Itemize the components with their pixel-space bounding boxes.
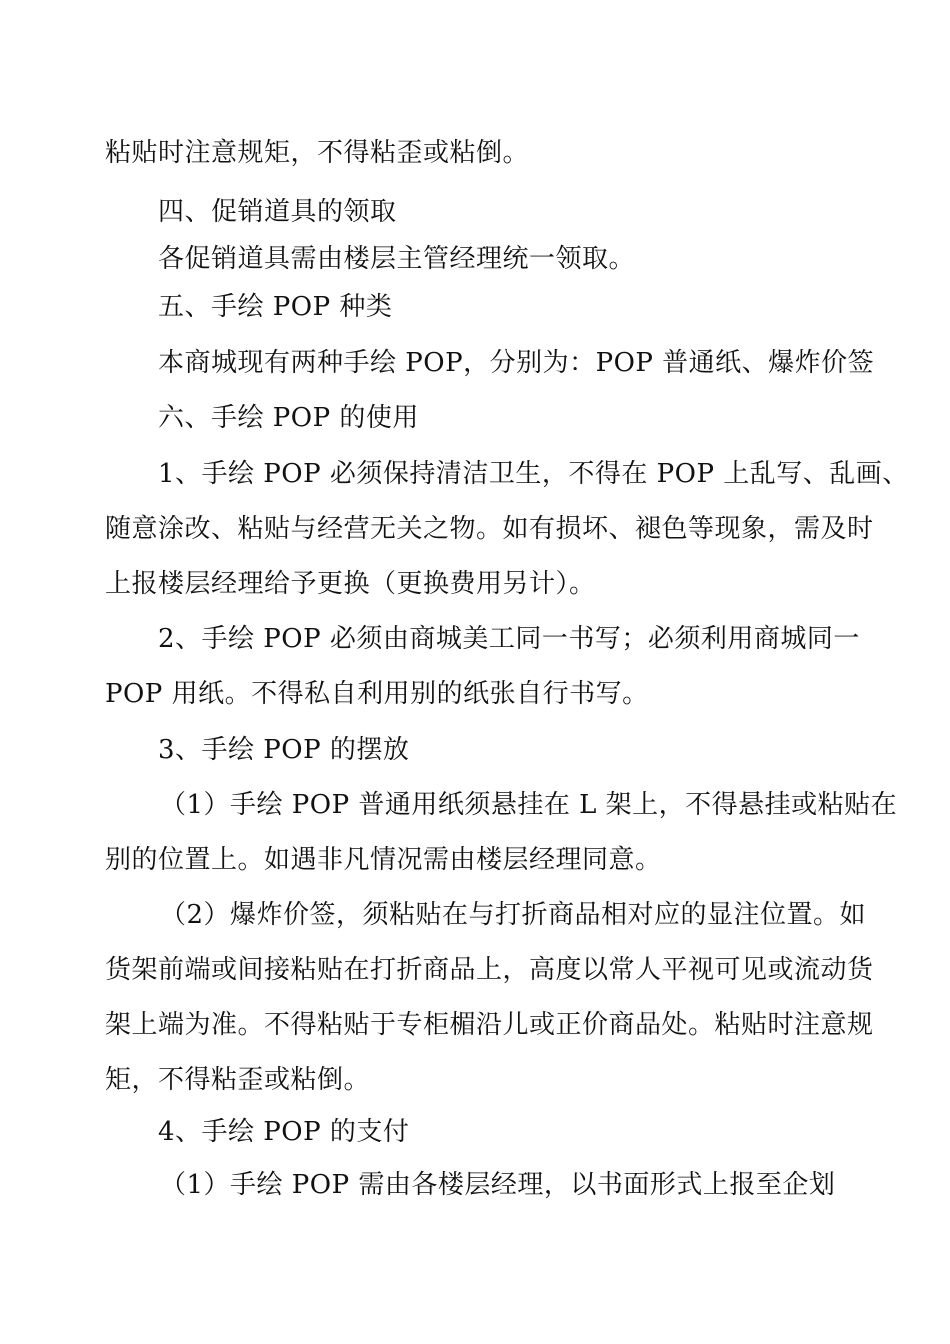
subsection-heading-3: 3、手绘 POP 的摆放: [158, 735, 410, 765]
paragraph-line: （2）爆炸价签，须粘贴在与打折商品相对应的显注位置。如: [160, 900, 867, 930]
paragraph-line: 随意涂改、粘贴与经营无关之物。如有损坏、褪色等现象，需及时: [105, 514, 874, 544]
paragraph-line: 别的位置上。如遇非凡情况需由楼层经理同意。: [105, 845, 662, 875]
paragraph-line: 本商城现有两种手绘 POP，分别为：POP 普通纸、爆炸价签: [158, 348, 875, 378]
paragraph-line: 上报楼层经理给予更换（更换费用另计）。: [105, 569, 596, 599]
subsection-heading-4: 4、手绘 POP 的支付: [158, 1117, 410, 1147]
paragraph-line: 货架前端或间接粘贴在打折商品上，高度以常人平视可见或流动货: [105, 955, 874, 985]
section-heading-5: 五、手绘 POP 种类: [158, 292, 393, 322]
paragraph-line: 架上端为准。不得粘贴于专柜楣沿儿或正价商品处。粘贴时注意规: [105, 1010, 874, 1040]
paragraph-line: 各促销道具需由楼层主管经理统一领取。: [158, 244, 636, 274]
paragraph-line: 2、手绘 POP 必须由商城美工同一书写；必须利用商城同一: [158, 624, 860, 654]
paragraph-line: （1）手绘 POP 普通用纸须悬挂在 L 架上，不得悬挂或粘贴在: [160, 790, 898, 820]
paragraph-line: 粘贴时注意规矩，不得粘歪或粘倒。: [105, 138, 530, 168]
paragraph-line: 1、手绘 POP 必须保持清洁卫生，不得在 POP 上乱写、乱画、: [158, 459, 909, 489]
section-heading-4: 四、促销道具的领取: [158, 197, 397, 227]
section-heading-6: 六、手绘 POP 的使用: [158, 403, 419, 433]
paragraph-line: POP 用纸。不得私自利用别的纸张自行书写。: [105, 679, 649, 709]
paragraph-line: （1）手绘 POP 需由各楼层经理，以书面形式上报至企划: [160, 1170, 836, 1200]
paragraph-line: 矩，不得粘歪或粘倒。: [105, 1065, 371, 1095]
